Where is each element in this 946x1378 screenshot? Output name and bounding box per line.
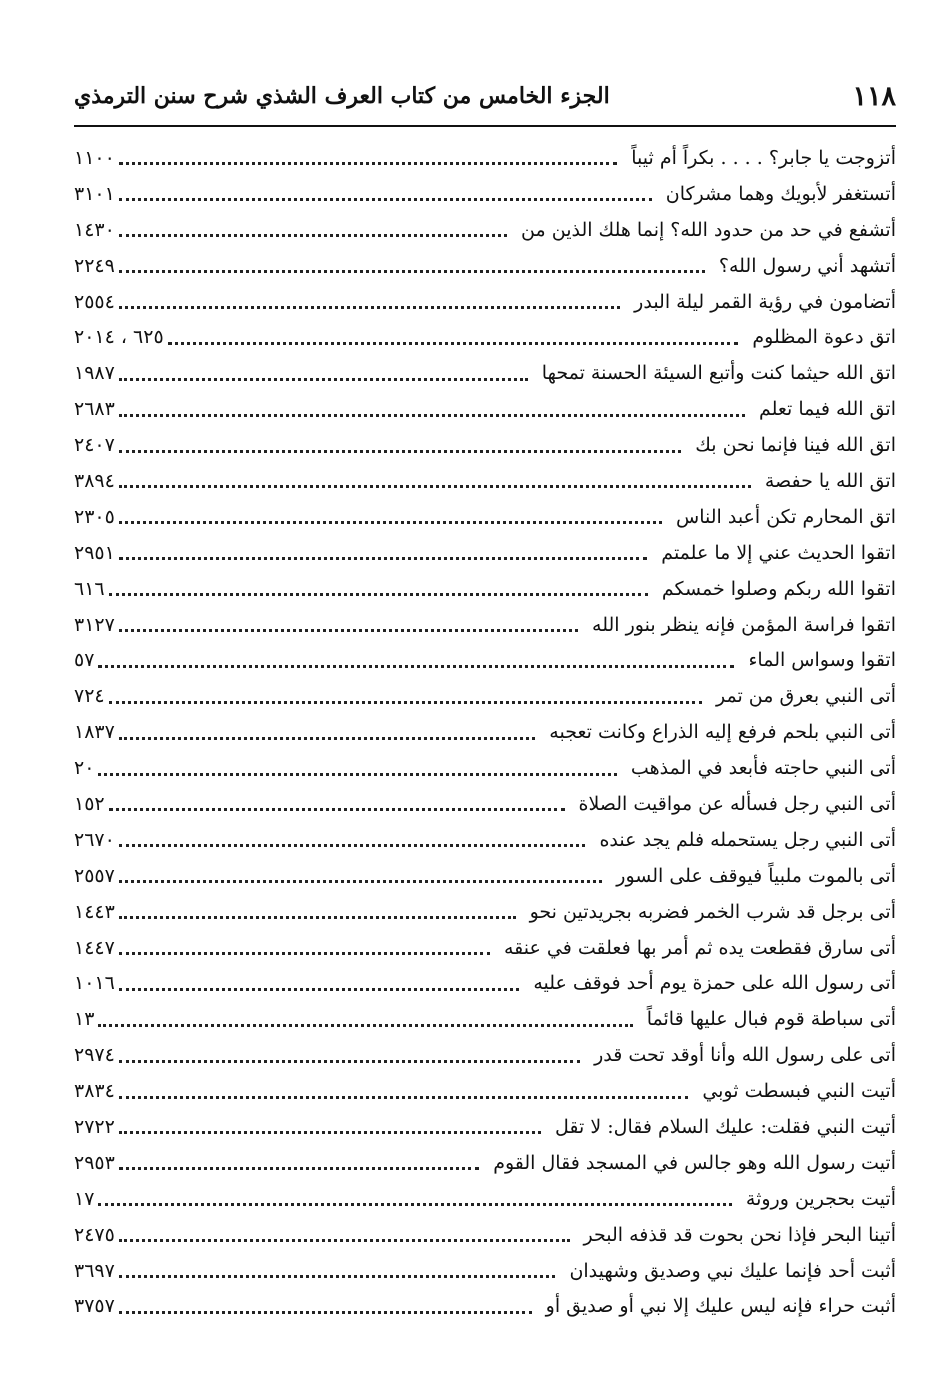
dot-leader — [119, 1311, 532, 1314]
entry-text: اتقوا الله ربكم وصلوا خمسكم — [661, 577, 896, 600]
index-entry — [74, 965, 896, 1001]
entry-text: اتقوا الحديث عني إلا ما علمتم — [661, 541, 896, 564]
index-entry — [74, 822, 896, 858]
entry-text: أتى رسول الله على حمزة يوم أحد فوقف عليه — [533, 972, 896, 995]
entry-text: اتق الله حيثما كنت وأتبع السيئة الحسنة تمحها — [541, 362, 896, 385]
entry-text: اتق الله يا حفصة — [764, 469, 896, 492]
index-entry — [74, 930, 896, 966]
dot-leader — [109, 808, 565, 811]
entry-reference-number: ١١٠٠ — [74, 146, 115, 169]
entry-text: أثبت أحد فإنما عليك نبي وصديق وشهيدان — [569, 1259, 896, 1282]
dot-leader — [119, 414, 745, 417]
dot-leader — [119, 450, 681, 453]
dot-leader — [119, 952, 490, 955]
index-entry — [74, 1253, 896, 1289]
dot-leader — [119, 521, 662, 524]
index-entry — [74, 894, 896, 930]
entry-text: أتى النبي بلحم فرفع إليه الذراع وكانت تعجبه — [549, 721, 896, 744]
running-title: الجزء الخامس من كتاب العرف الشذي شرح سنن الترمذي — [74, 83, 610, 109]
entry-reference-number: ٢٤٠٧ — [74, 434, 115, 457]
entry-reference-number: ٣٨٣٤ — [74, 1080, 115, 1103]
entry-text: اتقوا فراسة المؤمن فإنه ينظر بنور الله — [592, 613, 896, 636]
dot-leader — [119, 557, 647, 560]
entry-reference-number: ٢٩٥٣ — [74, 1151, 115, 1174]
hadith-index-list — [74, 140, 896, 1324]
index-entry — [74, 499, 896, 535]
entry-text: أتى النبي حاجته فأبعد في المذهب — [630, 757, 896, 780]
entry-text: أثبت حراء فإنه ليس عليك إلا نبي أو صديق أو — [545, 1295, 896, 1318]
entry-text: أتى سباطة قوم فبال عليها قائماً — [646, 1008, 896, 1031]
index-entry — [74, 786, 896, 822]
entry-reference-number: ١٤٣٠ — [74, 218, 115, 241]
index-entry — [74, 714, 896, 750]
entry-text: أتى برجل قد شرب الخمر فضربه بجريدتين نحو — [529, 900, 896, 923]
entry-reference-number: ٦٢٥ ، ٢٠١٤ — [74, 326, 164, 349]
index-entry — [74, 248, 896, 284]
index-entry — [74, 1001, 896, 1037]
entry-reference-number: ١٧ — [74, 1187, 95, 1210]
page-header — [74, 76, 896, 116]
dot-leader — [119, 485, 751, 488]
entry-text: أتى على رسول الله وأنا أوقد تحت قدر — [594, 1044, 896, 1067]
index-entry — [74, 355, 896, 391]
dot-leader — [119, 1096, 688, 1099]
entry-text: اتق المحارم تكن أعبد الناس — [676, 505, 896, 528]
dot-leader — [119, 378, 528, 381]
index-entry — [74, 427, 896, 463]
index-entry — [74, 607, 896, 643]
dot-leader — [119, 1131, 541, 1134]
index-entry — [74, 176, 896, 212]
entry-reference-number: ١٣ — [74, 1008, 95, 1031]
entry-reference-number: ٥٧ — [74, 649, 95, 672]
entry-reference-number: ٣١٢٧ — [74, 613, 115, 636]
entry-text: أتضامون في رؤية القمر ليلة البدر — [634, 290, 896, 313]
entry-reference-number: ٣٧٥٧ — [74, 1295, 115, 1318]
dot-leader — [119, 198, 652, 201]
index-entry — [74, 1181, 896, 1217]
dot-leader — [119, 270, 705, 273]
index-entry — [74, 1289, 896, 1325]
entry-reference-number: ١٩٨٧ — [74, 362, 115, 385]
entry-reference-number: ٢٩٥١ — [74, 541, 115, 564]
entry-text: أتى بالموت ملبياً فيوقف على السور — [616, 864, 896, 887]
entry-reference-number: ٣١٠١ — [74, 182, 115, 205]
entry-reference-number: ٢٦٧٠ — [74, 828, 115, 851]
dot-leader — [119, 629, 578, 632]
entry-reference-number: ٢٤٧٥ — [74, 1223, 115, 1246]
entry-text: أتيت النبي فقلت: عليك السلام فقال: لا تقل — [555, 1115, 896, 1138]
dot-leader — [119, 162, 617, 165]
entry-reference-number: ٢٣٠٥ — [74, 505, 115, 528]
dot-leader — [119, 1060, 580, 1063]
entry-text: أتى سارق فقطعت يده ثم أمر بها فعلقت في عنقه — [503, 936, 896, 959]
entry-text: أتستغفر لأبويك وهما مشركان — [665, 182, 896, 205]
entry-text: اتق الله فينا فإنما نحن بك — [695, 434, 896, 457]
dot-leader — [119, 737, 535, 740]
index-entry — [74, 750, 896, 786]
entry-reference-number: ٢٧٢٢ — [74, 1115, 115, 1138]
entry-text: أتى النبي بعرق من تمر — [715, 685, 896, 708]
dot-leader — [119, 880, 602, 883]
entry-reference-number: ١٨٣٧ — [74, 721, 115, 744]
entry-text: اتق الله فيما تعلم — [758, 398, 896, 421]
dot-leader — [119, 988, 520, 991]
index-entry — [74, 1145, 896, 1181]
dot-leader — [119, 844, 586, 847]
dot-leader — [98, 665, 734, 668]
dot-leader — [119, 916, 516, 919]
dot-leader — [119, 1167, 479, 1170]
dot-leader — [119, 234, 507, 237]
header-divider — [74, 125, 896, 127]
entry-reference-number: ٣٨٩٤ — [74, 469, 115, 492]
index-entry — [74, 319, 896, 355]
dot-leader — [119, 306, 620, 309]
index-entry — [74, 571, 896, 607]
index-entry — [74, 212, 896, 248]
index-entry — [74, 1073, 896, 1109]
entry-reference-number: ٣٦٩٧ — [74, 1259, 115, 1282]
entry-reference-number: ٢٦٨٣ — [74, 398, 115, 421]
index-entry — [74, 463, 896, 499]
entry-reference-number: ١٠١٦ — [74, 972, 115, 995]
entry-reference-number: ٦١٦ — [74, 577, 105, 600]
index-entry — [74, 391, 896, 427]
entry-text: أتيت رسول الله وهو جالس في المسجد فقال القوم — [493, 1151, 896, 1174]
entry-reference-number: ٢٩٧٤ — [74, 1044, 115, 1067]
index-entry — [74, 1217, 896, 1253]
index-entry — [74, 858, 896, 894]
index-entry — [74, 1109, 896, 1145]
entry-reference-number: ٢٠ — [74, 757, 95, 780]
dot-leader — [119, 1275, 556, 1278]
entry-text: أتينا البحر فإذا نحن بحوت قد قذفه البحر — [583, 1223, 896, 1246]
dot-leader — [98, 773, 616, 776]
page-number: ١١٨ — [852, 80, 896, 112]
entry-text: أتيت النبي فبسطت ثوبي — [702, 1080, 896, 1103]
entry-text: اتق دعوة المظلوم — [752, 326, 896, 349]
entry-text: أتى النبي رجل فسأله عن مواقيت الصلاة — [578, 792, 896, 815]
entry-text: أتيت بحجرين وروثة — [745, 1187, 896, 1210]
index-entry — [74, 678, 896, 714]
dot-leader — [98, 1024, 632, 1027]
index-entry — [74, 642, 896, 678]
index-entry — [74, 140, 896, 176]
index-entry — [74, 284, 896, 320]
entry-reference-number: ٢٥٥٤ — [74, 290, 115, 313]
entry-reference-number: ٢٢٤٩ — [74, 254, 115, 277]
entry-text: أتشهد أني رسول الله؟ — [718, 254, 896, 277]
dot-leader — [98, 1203, 731, 1206]
dot-leader — [168, 342, 739, 345]
dot-leader — [119, 1239, 570, 1242]
entry-reference-number: ١٤٤٧ — [74, 936, 115, 959]
entry-reference-number: ٢٥٥٧ — [74, 864, 115, 887]
entry-reference-number: ١٥٢ — [74, 792, 105, 815]
dot-leader — [109, 701, 702, 704]
entry-reference-number: ١٤٤٣ — [74, 900, 115, 923]
entry-text: أتشفع في حد من حدود الله؟ إنما هلك الذين من — [521, 218, 896, 241]
dot-leader — [109, 593, 648, 596]
entry-text: أتى النبي رجل يستحمله فلم يجد عنده — [599, 828, 896, 851]
entry-text: اتقوا وسواس الماء — [748, 649, 896, 672]
entry-reference-number: ٧٢٤ — [74, 685, 105, 708]
entry-text: أتزوجت يا جابر؟ . . . . بكراً أم ثيباً — [631, 146, 896, 169]
index-entry — [74, 535, 896, 571]
index-entry — [74, 1037, 896, 1073]
